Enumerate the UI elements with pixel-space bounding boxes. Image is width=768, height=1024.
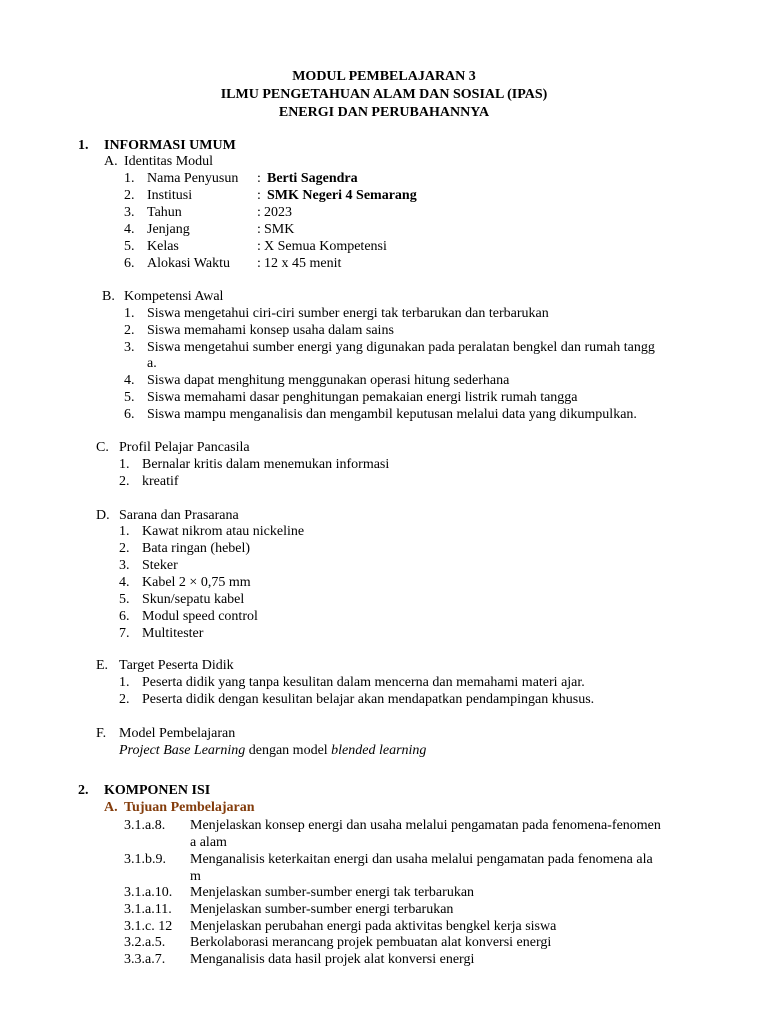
list-number: 3. [124, 340, 135, 355]
section-title: KOMPONEN ISI [104, 783, 211, 798]
subsection-title: Kompetensi Awal [124, 289, 224, 304]
objective-text: Menjelaskan konsep energi dan usaha melalui pengamatan pada fenomena-fenomen [190, 818, 661, 833]
row-separator: : [257, 222, 261, 237]
objective-text-continuation: m [190, 869, 201, 884]
objective-text-continuation: a alam [190, 835, 227, 850]
list-item: Siswa mampu menganalisis dan mengambil keputusan melalui data yang dikumpulkan. [147, 407, 637, 422]
list-number: 1. [119, 524, 130, 539]
model-connector: dengan model [245, 743, 332, 758]
row-number: 4. [124, 222, 135, 237]
row-number: 6. [124, 256, 135, 271]
subsection-title: Identitas Modul [124, 154, 214, 169]
list-number: 5. [119, 592, 130, 607]
list-number: 1. [119, 457, 130, 472]
list-number: 1. [124, 306, 135, 321]
row-separator: : [257, 239, 261, 254]
list-item: Steker [142, 558, 178, 573]
objective-code: 3.3.a.7. [124, 952, 166, 967]
list-number: 2. [119, 474, 130, 489]
section-title: INFORMASI UMUM [104, 138, 236, 153]
list-number: 5. [124, 390, 135, 405]
doc-title-line-2: ILMU PENGETAHUAN ALAM DAN SOSIAL (IPAS) [220, 87, 548, 102]
objective-code: 3.1.b.9. [124, 852, 166, 867]
list-item: kreatif [142, 474, 179, 489]
objective-text: Menjelaskan sumber-sumber energi tak terbarukan [190, 885, 475, 900]
list-number: 2. [119, 541, 130, 556]
list-number: 6. [119, 609, 130, 624]
row-number: 1. [124, 171, 135, 186]
model-name: Project Base Learning [119, 743, 246, 758]
model-variant: blended learning [331, 743, 427, 758]
model-description [119, 742, 426, 759]
subsection-title: Sarana dan Prasarana [119, 508, 239, 523]
list-item: Kabel 2 × 0,75 mm [142, 575, 251, 590]
objective-code: 3.1.c. 12 [124, 919, 173, 934]
list-item: Siswa memahami konsep usaha dalam sains [147, 323, 394, 338]
list-item: Bata ringan (hebel) [142, 541, 251, 556]
row-label: Jenjang [147, 222, 190, 237]
subsection-title: Profil Pelajar Pancasila [119, 440, 250, 455]
objective-text: Berkolaborasi merancang projek pembuatan alat konversi energi [190, 935, 552, 950]
subsection-title: Model Pembelajaran [119, 726, 236, 741]
list-item: Kawat nikrom atau nickeline [142, 524, 305, 539]
objective-text: Menjelaskan perubahan energi pada aktivitas bengkel kerja siswa [190, 919, 557, 934]
list-item: Siswa mengetahui ciri-ciri sumber energi tak terbarukan dan terbarukan [147, 306, 549, 321]
row-number: 2. [124, 188, 135, 203]
list-number: 1. [119, 675, 130, 690]
row-label: Institusi [147, 188, 193, 203]
subsection-letter: E. [96, 658, 109, 673]
list-item: Modul speed control [142, 609, 258, 624]
list-number: 6. [124, 407, 135, 422]
list-item: Siswa dapat menghitung menggunakan operasi hitung sederhana [147, 373, 510, 388]
doc-title-line-3: ENERGI DAN PERUBAHANNYA [278, 105, 490, 120]
doc-title-line-1: MODUL PEMBELAJARAN 3 [292, 69, 476, 84]
row-number: 5. [124, 239, 135, 254]
row-value: SMK Negeri 4 Semarang [267, 188, 417, 203]
section-number: 1. [78, 138, 89, 153]
row-value: 12 x 45 menit [264, 256, 342, 271]
objective-code: 3.1.a.11. [124, 902, 172, 917]
list-number: 7. [119, 626, 130, 641]
row-value: Berti Sagendra [267, 171, 358, 186]
objective-text: Menganalisis keterkaitan energi dan usaha melalui pengamatan pada fenomena ala [190, 852, 653, 867]
row-separator: : [257, 205, 261, 220]
subsection-title: Tujuan Pembelajaran [124, 800, 255, 815]
row-value: SMK [264, 222, 295, 237]
subsection-letter: C. [96, 440, 109, 455]
list-item: Siswa mengetahui sumber energi yang digunakan pada peralatan bengkel dan rumah tangg [147, 340, 655, 355]
row-label: Alokasi Waktu [147, 256, 230, 271]
objective-code: 3.2.a.5. [124, 935, 166, 950]
subsection-letter: F. [96, 726, 107, 741]
row-separator: : [257, 188, 261, 203]
objective-code: 3.1.a.8. [124, 818, 166, 833]
row-label: Tahun [147, 205, 182, 220]
objective-text: Menjelaskan sumber-sumber energi terbarukan [190, 902, 454, 917]
list-item: Siswa memahami dasar penghitungan pemakaian energi listrik rumah tangga [147, 390, 578, 405]
list-item-continuation: a. [147, 356, 157, 371]
row-label: Nama Penyusun [147, 171, 239, 186]
row-separator: : [257, 171, 261, 186]
subsection-letter: A. [104, 154, 118, 169]
list-item: Skun/sepatu kabel [142, 592, 245, 607]
row-value: X Semua Kompetensi [264, 239, 387, 254]
list-number: 3. [119, 558, 130, 573]
subsection-letter: B. [102, 289, 115, 304]
list-item: Multitester [142, 626, 204, 641]
list-number: 2. [119, 692, 130, 707]
objective-text: Menganalisis data hasil projek alat konversi energi [190, 952, 475, 967]
list-item: Peserta didik yang tanpa kesulitan dalam mencerna dan memahami materi ajar. [142, 675, 585, 690]
objective-code: 3.1.a.10. [124, 885, 173, 900]
row-separator: : [257, 256, 261, 271]
list-number: 2. [124, 323, 135, 338]
subsection-title: Target Peserta Didik [119, 658, 234, 673]
list-item: Bernalar kritis dalam menemukan informasi [142, 457, 390, 472]
list-number: 4. [119, 575, 130, 590]
row-label: Kelas [147, 239, 179, 254]
list-number: 4. [124, 373, 135, 388]
row-value: 2023 [264, 205, 292, 220]
section-number: 2. [78, 783, 89, 798]
list-item: Peserta didik dengan kesulitan belajar akan mendapatkan pendampingan khusus. [142, 692, 595, 707]
row-number: 3. [124, 205, 135, 220]
subsection-letter: D. [96, 508, 110, 523]
subsection-letter: A. [104, 800, 118, 815]
